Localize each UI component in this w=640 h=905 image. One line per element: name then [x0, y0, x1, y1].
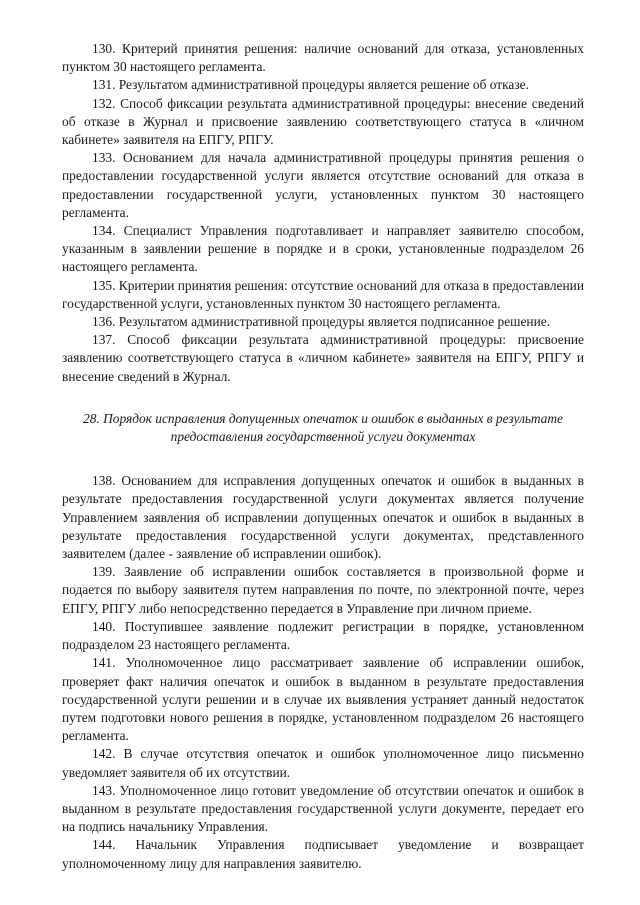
- paragraph-133: 133. Основанием для начала административной процедуры принятия решения о предоставлении государственной услуги является отсутствие оснований для отказа в предоставлении государственной услуги, установленных пунктом 30 настоящего регламента.: [62, 150, 584, 220]
- paragraph-143: 143. Уполномоченное лицо готовит уведомление об отсутствии опечаток и ошибок в выданном в результате предоставления государственной услуги документе, передает его на подпись начальнику Управления.: [62, 782, 584, 835]
- document-page: [62, 40, 584, 873]
- paragraph-144: 144. Начальник Управления подписывает уведомление и возвращает уполномоченному лицу для направления заявителю.: [62, 837, 584, 871]
- paragraph-130: 130. Критерий принятия решения: наличие оснований для отказа, установленных пунктом 30 настоящего регламента.: [62, 41, 584, 75]
- paragraph-132: 132. Способ фиксации результата административной процедуры: внесение сведений об отказе в Журнал и присвоение заявлению соответствующего статуса в «личном кабинете» заявителя на ЕПГУ, РПГУ.: [62, 95, 584, 148]
- paragraph-140: 140. Поступившее заявление подлежит регистрации в порядке, установленном подразделом 23 настоящего регламента.: [62, 618, 584, 653]
- paragraph-142: 142. В случае отсутствия опечаток и ошибок уполномоченное лицо письменно уведомляет заявителя об их отсутствии.: [62, 746, 584, 780]
- paragraph-138: 138. Основанием для исправления допущенных опечаток и ошибок в выданных в результате предоставления государственной услуги документах является получение Управлением заявления об исправлении допущенных опечаток и ошибок в выданных в результате предоставления государственной услуги документах, представленного заявителем (далее - заявление об исправлении ошибок).: [62, 473, 584, 562]
- paragraph-131: 131. Результатом административной процедуры является решение об отказе.: [92, 77, 529, 93]
- paragraph-134: 134. Специалист Управления подготавливает и направляет заявителю способом, указанным в заявлении решение в порядке и в сроки, установленные подразделом 26 настоящего регламента.: [62, 223, 584, 275]
- paragraph-135: 135. Критерии принятия решения: отсутствие оснований для отказа в предоставлении государственной услуги, установленных пунктом 30 настоящего регламента.: [62, 277, 584, 311]
- paragraph-139: 139. Заявление об исправлении ошибок составляется в произвольной форме и подается по выбору заявителя путем направления по почте, по электронной почте, через ЕПГУ, РПГУ либо непосредственно передается в Управление при личном приеме.: [62, 564, 584, 616]
- paragraph-141: 141. Уполномоченное лицо рассматривает заявление об исправлении ошибок, проверяет факт наличия опечаток и ошибок в выданном в результате предоставления государственной услуги решении и в случае их выявления устраняет данный недостаток путем подготовки нового решения в порядке, установленном подразделом 26 настоящего регламента.: [62, 655, 584, 744]
- paragraph-137: 137. Способ фиксации результата административной процедуры: присвоение заявлению соответствующего статуса в «личном кабинете» заявителя на ЕПГУ, РПГУ и внесение сведений в Журнал.: [62, 332, 584, 384]
- paragraph-136: 136. Результатом административной процедуры является подписанное решение.: [92, 314, 551, 330]
- section-heading: 28. Порядок исправления допущенных опечаток и ошибок в выданных в результате предоставления государственной услуги документах: [83, 410, 563, 445]
